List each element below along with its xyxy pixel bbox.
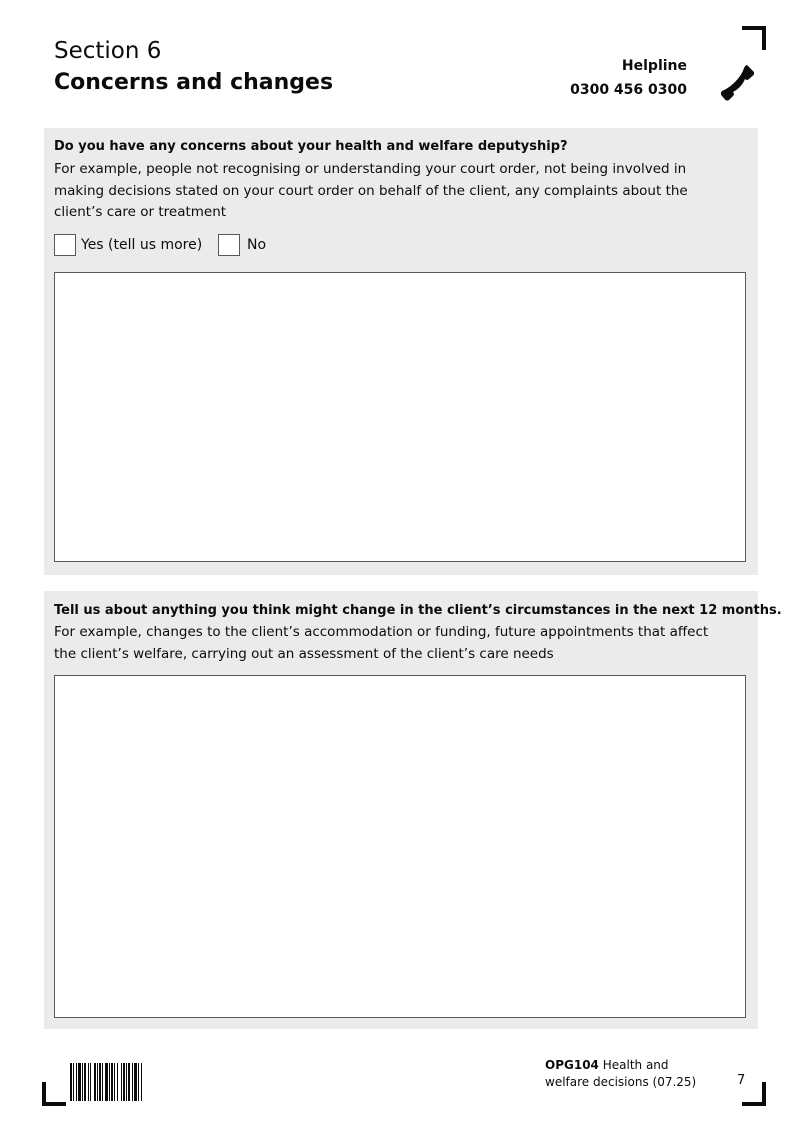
changes-question: Tell us about anything you think might change in the client’s circumstances in the next 12 months. bbox=[54, 603, 782, 618]
page-number: 7 bbox=[737, 1073, 746, 1088]
help-line: client’s care or treatment bbox=[54, 204, 227, 220]
barcode-icon bbox=[70, 1063, 186, 1101]
help-line: making decisions stated on your court order on behalf of the client, any complaints about the bbox=[54, 182, 688, 199]
concerns-answer-box[interactable] bbox=[54, 272, 746, 562]
corner-mark-bottom-right bbox=[742, 1082, 766, 1106]
concerns-question: Do you have any concerns about your health and welfare deputyship? bbox=[54, 139, 568, 154]
form-reference bbox=[545, 1057, 696, 1091]
helpline-label: Helpline bbox=[621, 58, 687, 74]
page-title: Concerns and changes bbox=[54, 70, 334, 95]
no-checkbox-label: No bbox=[247, 237, 267, 253]
help-line: For example, changes to the client’s accommodation or funding, future appointments that affect bbox=[54, 624, 709, 640]
phone-icon bbox=[720, 62, 756, 102]
form-code: OPG104 bbox=[545, 1058, 599, 1072]
form-reference-line bbox=[545, 1057, 696, 1074]
helpline-number: 0300 456 0300 bbox=[570, 82, 687, 98]
no-checkbox[interactable] bbox=[218, 234, 240, 256]
form-name: Health and bbox=[598, 1058, 669, 1072]
yes-checkbox[interactable] bbox=[54, 234, 76, 256]
changes-answer-box[interactable] bbox=[54, 675, 746, 1018]
corner-mark-top-right bbox=[742, 26, 766, 50]
help-line: For example, people not recognising or understanding your court order, not being involved in bbox=[54, 161, 687, 177]
concerns-panel bbox=[44, 128, 758, 575]
concerns-help-text bbox=[54, 159, 688, 224]
help-line: the client’s welfare, carrying out an assessment of the client’s care needs bbox=[54, 645, 554, 662]
section-label: Section 6 bbox=[54, 38, 162, 64]
form-reference-line: welfare decisions (07.25) bbox=[545, 1075, 697, 1089]
corner-mark-bottom-left bbox=[42, 1082, 66, 1106]
changes-help-text bbox=[54, 622, 708, 665]
changes-panel bbox=[44, 591, 782, 1029]
yes-checkbox-label: Yes (tell us more) bbox=[81, 237, 203, 253]
